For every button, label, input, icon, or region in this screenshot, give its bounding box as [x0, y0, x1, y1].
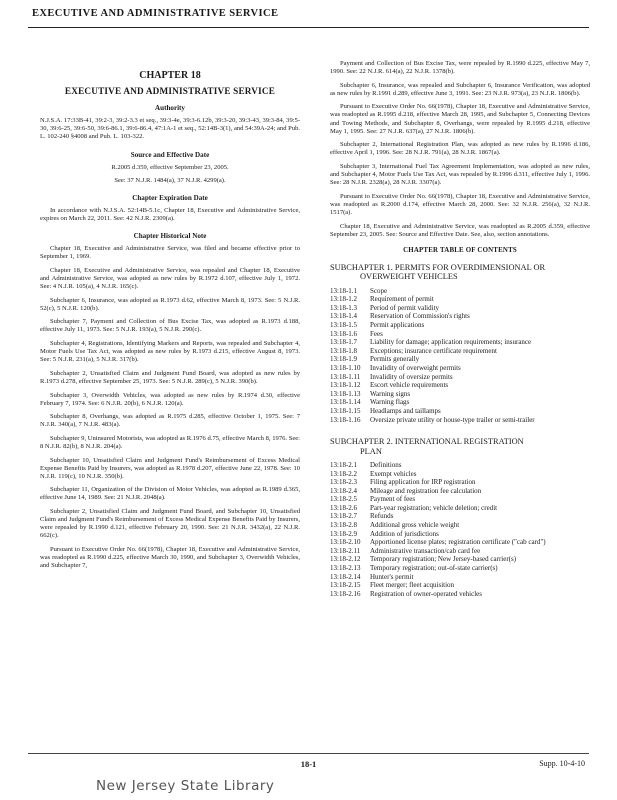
history-note: Subchapter 2, International Registration Plan, was adopted as new rules by R.1996 d.186, effective April 1, 1996. See: 28 N.J.R. 791(a), 28 N.J.R. 1867(a). — [330, 141, 590, 157]
toc-row — [330, 521, 590, 530]
right-column — [330, 60, 590, 598]
running-head: EXECUTIVE AND ADMINISTRATIVE SERVICE — [32, 8, 279, 19]
subchapter-2-toc — [330, 461, 590, 599]
toc-row — [330, 478, 590, 487]
subchapter-1-title-line1: SUBCHAPTER 1. PERMITS FOR OVERDIMENSIONAL OR — [330, 262, 546, 272]
toc-section-title: Headlamps and taillamps — [370, 406, 441, 415]
history-note: Subchapter 2, Unsatisfied Claim and Judgment Fund Board, was adopted as new rules by R.1973 d.278, effective September 25, 1973. See: 5 N.J.R. 289(c), 5 N.J.R. 390(b). — [40, 369, 300, 385]
toc-section-title: Scope — [370, 286, 388, 295]
toc-row — [330, 581, 590, 590]
toc-section-number: 13:18-2.8 — [330, 521, 358, 530]
subchapter-2-title-line1: SUBCHAPTER 2. INTERNATIONAL REGISTRATION — [330, 437, 524, 447]
toc-row — [330, 555, 590, 564]
toc-row — [330, 364, 590, 373]
toc-row — [330, 398, 590, 407]
toc-section-title: Exempt vehicles — [370, 469, 417, 478]
toc-section-number: 13:18-1.11 — [330, 372, 361, 381]
toc-row — [330, 407, 590, 416]
toc-row — [330, 287, 590, 296]
toc-row — [330, 312, 590, 321]
toc-row — [330, 381, 590, 390]
toc-row — [330, 512, 590, 521]
toc-row — [330, 373, 590, 382]
toc-section-number: 13:18-2.13 — [330, 564, 361, 573]
toc-section-title: Addition of jurisdictions — [370, 529, 439, 538]
toc-section-title: Registration of owner-operated vehicles — [370, 589, 483, 598]
page-number: 18-1 — [300, 759, 317, 769]
history-note: Subchapter 10, Unsatisfied Claim and Judgment Fund's Reimbursement of Excess Medical Expense Benefits Paid by Insurers, was adopted as R.1978 d.207, effective June 22, 1978. See: 10 N.J.R. 119(c), 10 N.J.R. 350(b). — [40, 456, 300, 480]
toc-section-title: Apportioned license plates; registration certificate ("cab card") — [370, 538, 546, 547]
toc-section-number: 13:18-1.12 — [330, 381, 361, 390]
history-note: Subchapter 7, Payment and Collection of Bus Excise Tax, was adopted as R.1973 d.188, effective July 11, 1973. See: 5 N.J.R. 193(a), 5 N.J.R. 290(c). — [40, 318, 300, 334]
toc-section-title: Oversize private utility or house-type trailer or semi-trailer — [370, 415, 535, 424]
expiration-heading: Chapter Expiration Date — [132, 193, 208, 202]
history-note: Subchapter 9, Uninsured Motorists, was adopted as R.1976 d.75, effective March 8, 1976. See: 8 N.J.R. 82(b), 8 N.J.R. 204(a). — [40, 434, 300, 450]
toc-section-title: Hunter's permit — [370, 572, 414, 581]
toc-row — [330, 416, 590, 425]
toc-section-number: 13:18-2.5 — [330, 495, 358, 504]
toc-section-number: 13:18-2.10 — [330, 538, 361, 547]
toc-row — [330, 390, 590, 399]
toc-section-number: 13:18-1.5 — [330, 320, 358, 329]
toc-row — [330, 461, 590, 470]
toc-section-number: 13:18-2.16 — [330, 589, 361, 598]
subchapter-1-title-line2: OVERWEIGHT VEHICLES — [360, 272, 458, 282]
history-note: Pursuant to Executive Order No. 66(1978), Chapter 18, Executive and Administrative Service, was readopted as R.1990 d.225, effective March 30, 1990, and Subchapter 3, Overwidth Vehicles, and Subchapter 7, — [40, 545, 300, 570]
toc-section-number: 13:18-2.9 — [330, 529, 358, 538]
toc-section-title: Filing application for IRP registration — [370, 478, 476, 487]
toc-section-number: 13:18-1.14 — [330, 398, 361, 407]
toc-section-title: Permit applications — [370, 320, 425, 329]
toc-section-number: 13:18-1.6 — [330, 329, 358, 338]
toc-section-number: 13:18-1.9 — [330, 355, 358, 364]
toc-section-number: 13:18-2.7 — [330, 512, 358, 521]
toc-section-title: Reservation of Commission's rights — [370, 312, 470, 321]
source-heading: Source and Effective Date — [130, 150, 210, 159]
toc-row — [330, 330, 590, 339]
toc-title: CHAPTER TABLE OF CONTENTS — [403, 246, 517, 254]
toc-row — [330, 504, 590, 513]
history-note: Pursuant to Executive Order No. 66(1978), Chapter 18, Executive and Administrative Service, was readopted as R.1995 d.218, effective March 28, 1995, and Subchapter 5, Connecting Devices and Towing Methods, and Subchapter 8, Overhangs, were repealed by R.1995 d.218, effective May 1, 1995. See: 27 N.J.R. 637(a), 27 N.J.R. 1806(b). — [330, 103, 590, 135]
toc-section-number: 13:18-1.15 — [330, 406, 361, 415]
subchapter-2-title — [330, 437, 590, 456]
toc-section-number: 13:18-2.11 — [330, 546, 361, 555]
toc-row — [330, 573, 590, 582]
toc-section-number: 13:18-1.7 — [330, 338, 358, 347]
toc-section-title: Part-year registration; vehicle deletion; credit — [370, 503, 498, 512]
history-note: Subchapter 4, Registrations, Identifying Markers and Reports, was repealed and Subchapter 4, Motor Fuels Use Tax Act, was adopted as new rules by R.1973 d.215, effective August 8, 1973. See: 5 N.J.R. 231(a), 5 N.J.R. 317(b). — [40, 340, 300, 364]
toc-section-title: Exceptions; insurance certificate requirement — [370, 346, 497, 355]
history-note: Subchapter 3, Overwidth Vehicles, was adopted as new rules by R.1974 d.30, effective February 7, 1974. See: 6 N.J.R. 20(b), 6 N.J.R. 120(a). — [40, 391, 300, 407]
history-note: Pursuant to Executive Order No. 66(1978), Chapter 18, Executive and Administrative Service, was readopted as R.2000 d.174, effective March 28, 2000. See: 32 N.J.R. 256(a), 32 N.J.R. 1517(a). — [330, 192, 590, 216]
toc-section-title: Permits generally — [370, 355, 420, 364]
chapter-name: EXECUTIVE AND ADMINISTRATIVE SERVICE — [64, 86, 276, 97]
toc-section-title: Temporary registration; out-of-state carrier(s) — [370, 564, 498, 573]
toc-row — [330, 347, 590, 356]
history-notes-left — [40, 245, 300, 570]
chapter-number: CHAPTER 18 — [139, 70, 201, 81]
toc-section-title: Requirement of permit — [370, 295, 434, 304]
toc-section-title: Invalidity of overweight permits — [370, 363, 461, 372]
authority-text: N.J.S.A. 17:33B-41, 39:2-3, 39:2-3.3 et seq., 39:3-4e, 39:3-6.12b, 39:3-20, 39:3-43, 39:3-84, 39:5-30, 39:6-25, 39:6-50, 39:6-86.1, 39:6-86.4, 47:1A-1 et seq., 52:14B-3(1), and 54:39A-24; and Pub. L. 102-240 §4008 and Pub. L. 103-322. — [40, 117, 300, 141]
toc-section-number: 13:18-2.3 — [330, 478, 358, 487]
toc-section-title: Liability for damage; application requirements; insurance — [370, 338, 532, 347]
toc-section-title: Administrative transaction/cab card fee — [370, 546, 481, 555]
toc-section-number: 13:18-1.4 — [330, 312, 358, 321]
history-note: Subchapter 6, Insurance, was adopted as R.1973 d.62, effective March 8, 1973. See: 5 N.J.R. 52(c), 5 N.J.R. 120(b). — [40, 296, 300, 312]
history-note: Subchapter 8, Overhangs, was adopted as R.1975 d.285, effective October 1, 1975. See: 7 N.J.R. 340(a), 7 N.J.R. 483(a). — [40, 413, 300, 429]
toc-row — [330, 304, 590, 313]
toc-section-number: 13:18-1.13 — [330, 389, 361, 398]
toc-section-title: Fleet merger; fleet acquisition — [370, 581, 455, 590]
toc-section-number: 13:18-2.1 — [330, 460, 358, 469]
toc-section-title: Period of permit validity — [370, 303, 440, 312]
toc-row — [330, 547, 590, 556]
footer-rule — [28, 753, 589, 754]
toc-section-number: 13:18-2.12 — [330, 555, 361, 564]
toc-section-title: Refunds — [370, 512, 394, 521]
toc-row — [330, 321, 590, 330]
history-note: Chapter 18, Executive and Administrative Service, was repealed and Chapter 18, Executive and Administrative Service, was adopted as new rules by R.1972 d.107, effective July 1, 1972. See: 4 N.J.R. 105(a), 4 N.J.R. 165(c). — [40, 266, 300, 291]
toc-row — [330, 355, 590, 364]
history-note: Subchapter 2, Unsatisfied Claim and Judgment Fund Board, and Subchapter 10, Unsatisfied Claim and Judgment Fund's Reimbursement of Excess Medical Expense Benefits Paid by Insurers, were repealed by R.1990 d.121, effective February 20, 1990. See: 21 N.J.R. 3432(a), 22 N.J.R. 662(c). — [40, 508, 300, 540]
source-line: R.2005 d.359, effective September 23, 2005. — [111, 163, 229, 171]
toc-row — [330, 564, 590, 573]
toc-section-number: 13:18-2.14 — [330, 572, 361, 581]
history-heading: Chapter Historical Note — [133, 232, 207, 241]
authority-heading: Authority — [155, 104, 185, 113]
toc-row — [330, 295, 590, 304]
toc-row — [330, 495, 590, 504]
history-note: Subchapter 11, Organization of the Division of Motor Vehicles, was adopted as R.1989 d.365, effective June 14, 1989. See: 21 N.J.R. 2048(a). — [40, 486, 300, 502]
toc-section-number: 13:18-2.2 — [330, 469, 358, 478]
header-rule — [28, 27, 589, 28]
toc-section-title: Warning signs — [370, 389, 411, 398]
toc-section-title: Temporary registration; New Jersey-based carrier(s) — [370, 555, 517, 564]
history-note: Subchapter 3, International Fuel Tax Agreement Implementation, was adopted as new rules, and Subchapter 4, Motor Fuels Use Tax Act, was repealed by R.1996 d.311, effective July 1, 1996. See: 28 N.J.R. 2328(a), 28 N.J.R. 3307(a). — [330, 162, 590, 187]
toc-section-number: 13:18-2.15 — [330, 581, 361, 590]
subchapter-2-title-line2: PLAN — [360, 446, 382, 456]
toc-section-title: Fees — [370, 329, 383, 338]
subchapter-1-toc — [330, 287, 590, 425]
toc-section-title: Invalidity of oversize permits — [370, 372, 453, 381]
toc-section-title: Mileage and registration fee calculation — [370, 486, 482, 495]
history-note: Chapter 18, Executive and Administrative Service, was readopted as R.2005 d.359, effective September 23, 2005. See: Source and Effective Date. See, also, section annotations. — [330, 222, 590, 238]
toc-section-number: 13:18-1.3 — [330, 303, 358, 312]
toc-section-title: Additional gross vehicle weight — [370, 521, 460, 530]
toc-section-number: 13:18-1.16 — [330, 415, 361, 424]
toc-section-number: 13:18-1.8 — [330, 346, 358, 355]
toc-row — [330, 470, 590, 479]
toc-section-number: 13:18-1.10 — [330, 363, 361, 372]
history-notes-right — [330, 60, 590, 239]
expiration-text: In accordance with N.J.S.A. 52:14B-5.1c, Chapter 18, Executive and Administrative Service, expires on March 22, 2011. See: 42 N.J.R. 2309(a). — [40, 206, 300, 223]
toc-section-number: 13:18-1.2 — [330, 295, 358, 304]
toc-section-title: Definitions — [370, 460, 402, 469]
toc-row — [330, 530, 590, 539]
history-note: Chapter 18, Executive and Administrative Service, was filed and became effective prior to September 1, 1969. — [40, 245, 300, 261]
subchapter-1-title — [330, 263, 590, 282]
toc-row — [330, 338, 590, 347]
history-note: Subchapter 6, Insurance, was repealed and Subchapter 6, Insurance Verification, was adopted as new rules by R.1991 d.289, effective June 3, 1991. See: 23 N.J.R. 973(a), 23 N.J.R. 1806(b). — [330, 81, 590, 97]
toc-section-title: Payment of fees — [370, 495, 416, 504]
toc-section-number: 13:18-2.4 — [330, 486, 358, 495]
toc-section-number: 13:18-2.6 — [330, 503, 358, 512]
toc-row — [330, 538, 590, 547]
toc-section-number: 13:18-1.1 — [330, 286, 358, 295]
toc-row — [330, 487, 590, 496]
history-note: Payment and Collection of Bus Excise Tax, were repealed by R.1990 d.225, effective May 7, 1990. See: 22 N.J.R. 614(a), 22 N.J.R. 1378(b). — [330, 60, 590, 76]
source-citation: See: 37 N.J.R. 1484(a), 37 N.J.R. 4299(a). — [114, 176, 226, 184]
supplement-date: Supp. 10-4-10 — [539, 759, 585, 768]
toc-row — [330, 590, 590, 599]
toc-section-title: Warning flags — [370, 398, 410, 407]
left-column — [40, 60, 300, 576]
library-stamp: New Jersey State Library — [96, 778, 275, 794]
toc-section-title: Escort vehicle requirements — [370, 381, 449, 390]
